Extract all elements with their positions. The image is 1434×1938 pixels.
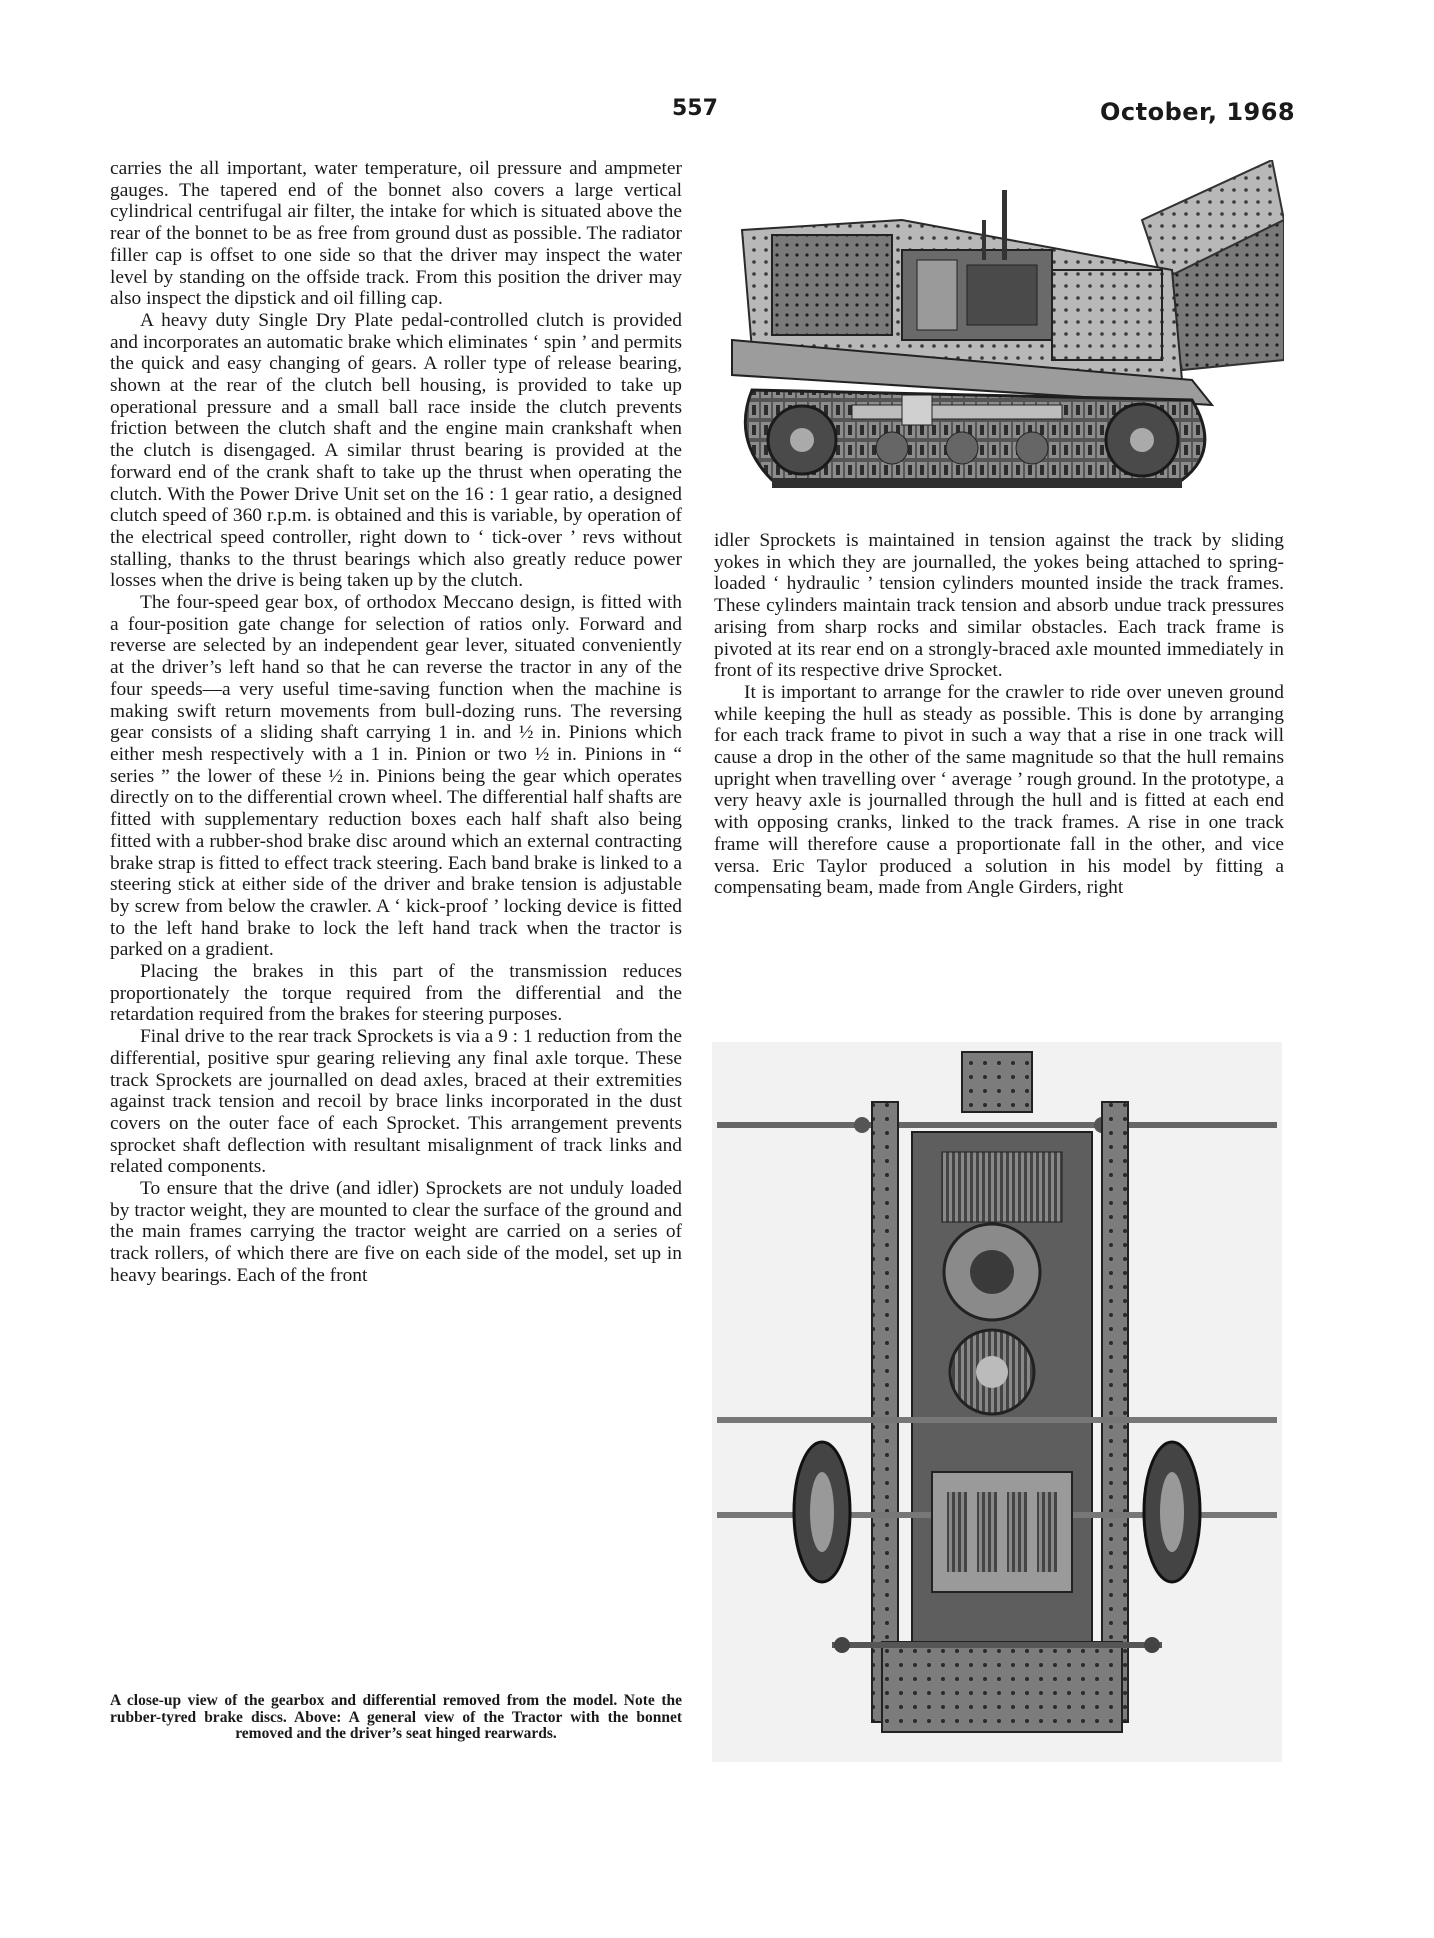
issue-date: October, 1968 (1100, 98, 1296, 126)
paragraph: carries the all important, water temperature, oil pressure and ampmeter gauges. The tapered end of the bonnet also covers a large vertical cylindrical centrifugal air filter, the intake for which is situated above the rear of the bonnet to be as free from ground dust as possible. The radiator filler cap is offset to one side so that the driver may inspect the water level by standing on the offside track. From this position the driver may also inspect the dipstick and oil filling cap. (110, 158, 682, 310)
paragraph: A heavy duty Single Dry Plate pedal-controlled clutch is provided and incorporates an automatic brake which eliminates ‘ spin ’ and permits the quick and easy changing of gears. A roller type of release bearing, shown at the rear of the clutch bell housing, is provided to take up operational pressure and a small ball race inside the clutch prevents friction between the clutch shaft and the engine main crankshaft when the clutch is disengaged. A similar thrust bearing is provided at the forward end of the crank shaft to take up the thrust when operating the clutch. With the Power Drive Unit set on the 16 : 1 gear ratio, a designed clutch speed of 360 r.p.m. is obtained and this is variable, by operation of the electrical speed controller, right down to ‘ tick-over ’ revs without stalling, thanks to the thrust bearings which also greatly reduce power losses when the drive is being taken up by the clutch. (110, 309, 683, 592)
gearbox-illustration (712, 1042, 1282, 1762)
paragraph: Final drive to the rear track Sprockets is via a 9 : 1 reduction from the differential, positive spur gearing relieving any final axle torque. These track Sprockets are journalled on dead axles, braced at their extremities against track tension and recoil by brace links incorporated in the dust covers on the outer face of each Sprocket. This arrangement prevents sprocket shaft deflection with resultant misalignment of track links and related components. (110, 1026, 682, 1178)
paragraph: It is important to arrange for the crawler to ride over uneven ground while keeping the hull as steady as possible. This is done by arranging for each track frame to pivot in such a way that a rise in one track will cause a drop in the other of the same magnitude so that the hull remains upright when travelling over ‘ average ’ rough ground. In the prototype, a very heavy axle is journalled through the hull and is fitted at each end with opposing cranks, linked to the track frames. A rise in one track frame will therefore cause a proportionate fall in the other, and vice versa. Eric Taylor produced a solution in his model by fitting a compensating beam, made from Angle Girders, right (714, 681, 1284, 899)
left-text-column (110, 158, 682, 1287)
paragraph: idler Sprockets is maintained in tension against the track by sliding yokes in which they are journalled, the yokes being attached to spring-loaded ‘ hydraulic ’ tension cylinders mounted inside the track frames. These cylinders maintain track tension and absorb undue track pressures arising from sharp rocks and similar obstacles. Each track frame is pivoted at its rear end on a strongly-braced axle mounted immediately in front of its respective drive Sprocket. (714, 530, 1284, 682)
gearbox-photo (712, 1042, 1282, 1762)
right-text-column (714, 530, 1284, 899)
photo-caption: A close-up view of the gearbox and differential removed from the model. Note the rubber-tyred brake discs. Above: A general view of the Tractor with the bonnet removed and the driver’s seat hinged rearwards. (110, 1692, 682, 1743)
tractor-photo (712, 160, 1284, 510)
paragraph: To ensure that the drive (and idler) Sprockets are not unduly loaded by tractor weight, they are mounted to clear the surface of the ground and the main frames carrying the tractor weight are carried on a series of track rollers, of which there are five on each side of the model, set up in heavy bearings. Each of the front (110, 1178, 682, 1286)
paragraph: Placing the brakes in this part of the transmission reduces proportionately the torque required from the differential and the retardation required from the brakes for steering purposes. (110, 961, 682, 1026)
paragraph: The four-speed gear box, of orthodox Meccano design, is fitted with a four-position gate change for selection of ratios only. Forward and reverse are selected by an independent gear lever, situated conveniently at the driver’s left hand so that he can reverse the tractor in any of the four speeds—a very useful time-saving function when the machine is making swift return movements from bull-dozing runs. The reversing gear consists of a sliding shaft carrying 1 in. and ½ in. Pinions which either mesh respectively with a 1 in. Pinion or two ½ in. Pinions in “ series ” the lower of these ½ in. Pinions being the gear which operates directly on to the differential crown wheel. The differential half shafts are fitted with supplementary reduction boxes each half shaft also being fitted with a rubber-shod brake disc around which an external contracting brake strap is fitted to effect track steering. Each band brake is linked to a steering stick at either side of the driver and brake tension is adjustable by screw from below the crawler. A ‘ kick-proof ’ locking device is fitted to the left hand brake to lock the left hand track when the tractor is parked on a gradient. (110, 592, 682, 961)
page-number: 557 (672, 96, 718, 121)
tractor-illustration (712, 160, 1284, 510)
